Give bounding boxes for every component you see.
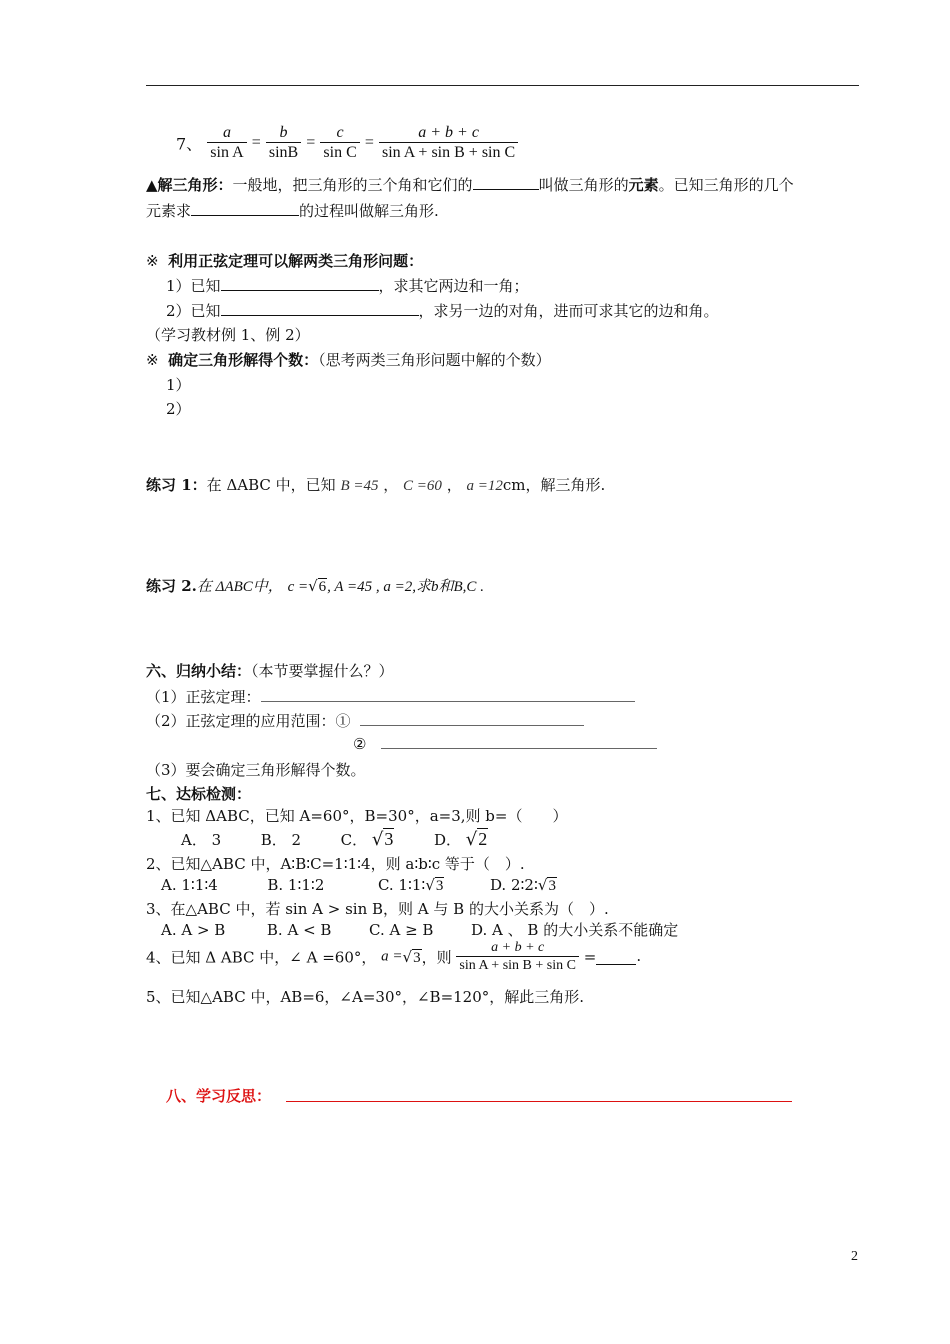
summary-heading: 六、归纳小结：（本节要掌握什么？） <box>146 662 394 680</box>
q3-option-c[interactable]: C. A ≥ B <box>369 921 434 939</box>
q1-option-d[interactable]: D． √2 <box>433 829 488 850</box>
solve-triangle-definition-line2: 元素求 的过程叫做解三角形. <box>146 202 439 220</box>
definition-marker: ▲解三角形： <box>146 176 233 194</box>
fraction-sum: $\frac{a + b + c}{\text{sin A + sin B + sin C}}$ <box>379 124 518 162</box>
q2-option-a[interactable]: A. 1∶1∶4 <box>161 876 218 894</box>
blank-summary-2b[interactable] <box>381 734 657 749</box>
q2-option-d[interactable]: D. 2∶2∶√3 <box>489 876 556 894</box>
blank-summary-1[interactable] <box>261 687 635 702</box>
question-5: 5、已知△ABC 中，AB=6，∠A=30°，∠B=120°，解此三角形. <box>146 988 585 1006</box>
blank-elements[interactable] <box>473 175 539 190</box>
sine-law-case-1: 1）已知 ，求其它两边和一角； <box>166 277 529 295</box>
header-rule <box>146 85 859 86</box>
exercise-2-label: 练习 2. <box>146 577 197 595</box>
solve-triangle-definition: ▲解三角形：一般地，把三角形的三个角和它们的 叫做三角形的元素。已知三角形的几个 <box>146 176 794 194</box>
q3-option-b[interactable]: B. A < B <box>266 921 332 939</box>
sine-law-use-heading: ※ 利用正弦定理可以解两类三角形问题： <box>146 252 424 270</box>
summary-item-2b: ② <box>353 734 657 753</box>
reflection-line[interactable] <box>286 1101 792 1102</box>
solution-count-item-2: 2） <box>166 400 191 418</box>
q3-option-a[interactable]: A. A > B <box>161 921 226 939</box>
q2-option-b[interactable]: B. 1∶1∶2 <box>267 876 325 894</box>
equation-index: 7、 <box>176 134 203 154</box>
equation-7: 7、 $\frac{a}{\text{sin A}}$ = $\frac{b}{\sin B}$ = $\frac{c}{\text{sin C}}$ = $\frac{a + b + c}{\text{sin A + sin B + sin C}}$ <box>176 124 518 162</box>
summary-item-1: （1）正弦定理： <box>146 686 635 707</box>
fraction-a-sinA: $\frac{a}{\text{sin A}}$ <box>207 124 246 162</box>
sine-law-case-2: 2）已知 ，求另一边的对角，进而可求其它的边和角。 <box>166 302 719 320</box>
exercise-1-label: 练习 1： <box>146 476 207 494</box>
summary-item-2: （2）正弦定理的应用范围：① <box>146 710 584 731</box>
q2-option-c[interactable]: C. 1∶1∶√3 <box>377 876 444 894</box>
question-2-options <box>161 876 557 895</box>
fraction-b-sinB: $\frac{b}{\sin B}$ <box>266 124 301 162</box>
summary-item-3: （3）要会确定三角形解得个数。 <box>146 761 366 779</box>
exercise-1: 练习 1：在 ΔABC 中，已知 B =45 ， C =60 ， a =12cm，解三角形. <box>146 476 606 494</box>
solution-count-heading: ※ 确定三角形解得个数：（思考两类三角形问题中解的个数） <box>146 351 551 369</box>
blank-process[interactable] <box>191 201 299 216</box>
test-heading: 七、达标检测： <box>146 785 252 803</box>
question-4: 4、已知 Δ ABC 中，∠ A =60°， a =√3，则 $\frac{a + b + c}{\text{sin A + sin B + sin C}}$ = . <box>146 940 642 973</box>
blank-summary-2a[interactable] <box>360 711 584 726</box>
solution-count-item-1: 1） <box>166 376 191 394</box>
question-3: 3、在△ABC 中，若 sin A > sin B，则 A 与 B 的大小关系为（ ）. <box>146 900 609 918</box>
q1-option-c[interactable]: C． √3 <box>340 829 394 850</box>
q1-option-a[interactable]: A． 3 <box>181 831 222 849</box>
keyword-elements: 元素 <box>628 176 659 194</box>
blank-case-2[interactable] <box>221 301 419 316</box>
exercise-2: 练习 2.在 ΔABC中， c =√6, A =45 , a =2,求b和B,C . <box>146 577 484 595</box>
question-1-options <box>181 829 488 850</box>
page-number: 2 <box>851 1249 858 1264</box>
q4-answer-blank[interactable] <box>596 950 636 965</box>
reflection-heading: 八、学习反思： <box>166 1087 272 1105</box>
question-3-options <box>161 919 678 940</box>
q1-option-b[interactable]: B． 2 <box>260 831 302 849</box>
q3-option-d[interactable]: D. A 、 B 的大小关系不能确定 <box>471 921 679 939</box>
textbook-reference: （学习教材例 1、例 2） <box>146 326 310 344</box>
question-2: 2、已知△ABC 中，A∶B∶C=1∶1∶4，则 a∶b∶c 等于（ ）. <box>146 855 525 873</box>
blank-case-1[interactable] <box>221 276 379 291</box>
q4-fraction: $\frac{a + b + c}{\text{sin A + sin B + sin C}}$ <box>456 940 579 974</box>
fraction-c-sinC: $\frac{c}{\text{sin C}}$ <box>320 124 359 162</box>
question-1: 1、已知 ΔABC，已知 A=60°，B=30°，a=3,则 b=（ ） <box>146 807 568 825</box>
